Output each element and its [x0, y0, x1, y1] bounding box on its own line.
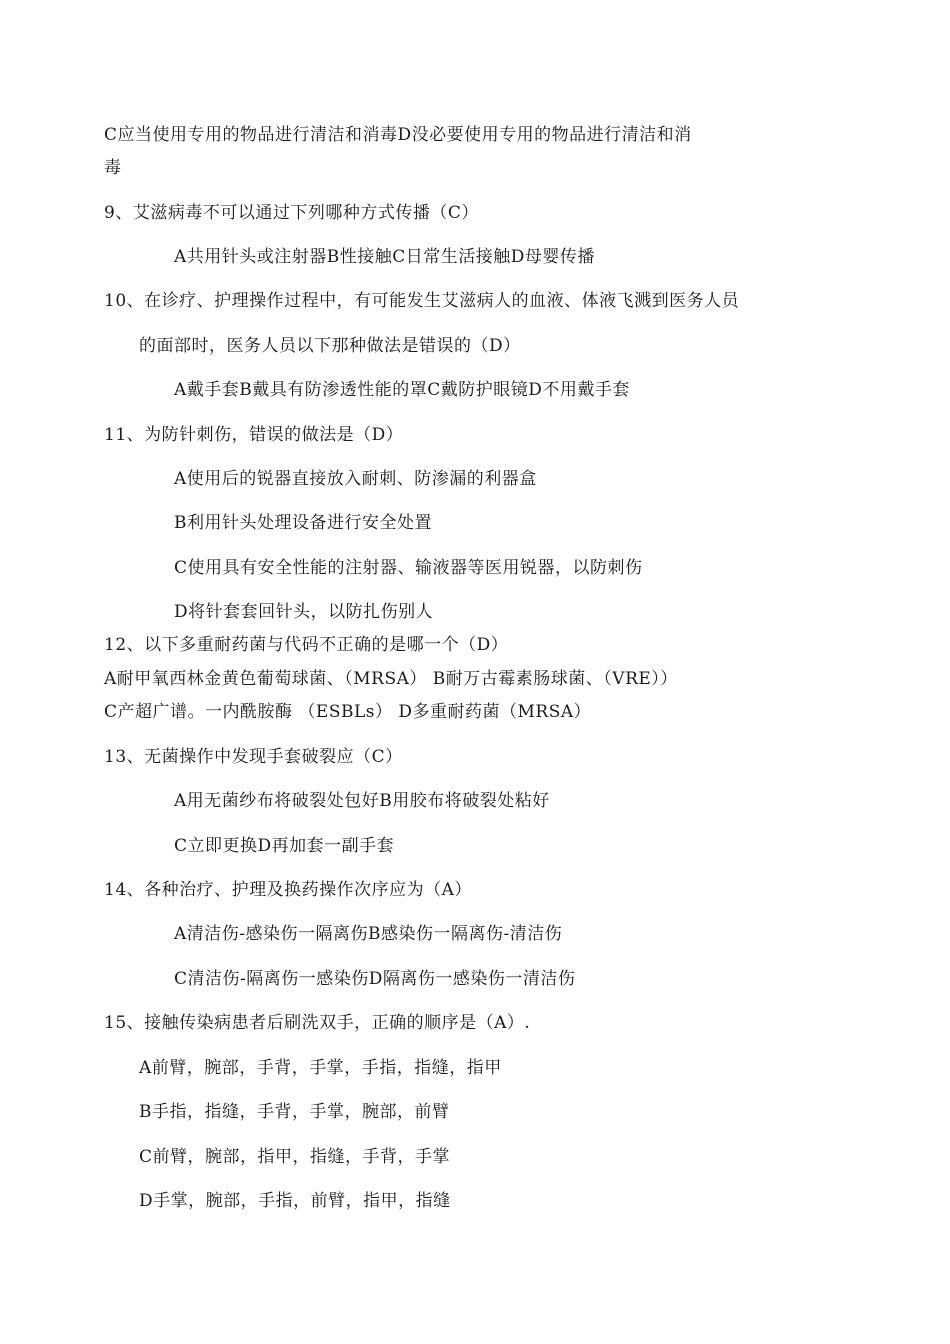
- question-11-option-d: D将针套套回针头，以防扎伤别人: [174, 602, 434, 622]
- question-13-options-cd: C立即更换D再加套一副手套: [174, 836, 395, 856]
- question-11-option-b: B利用针头处理设备进行安全处置: [174, 513, 432, 533]
- question-10: 10、在诊疗、护理操作过程中，有可能发生艾滋病人的血液、体液飞溅到医务人员: [104, 291, 740, 311]
- question-12-options-cd: C产超广谱。一内酰胺酶 （ESBLs） D多重耐药菌（MRSA）: [104, 702, 592, 722]
- question-15: 15、接触传染病患者后刷洗双手，正确的顺序是（A）.: [104, 1013, 531, 1033]
- question-15-option-d: D手掌，腕部，手指，前臂，指甲，指缝: [139, 1191, 451, 1211]
- question-15-option-a: A前臂，腕部，手背，手掌，手指，指缝，指甲: [139, 1058, 502, 1078]
- question-11-option-c: C使用具有安全性能的注射器、输液器等医用锐器，以防刺伤: [174, 558, 643, 578]
- question-9-options: A共用针头或注射器B性接触C日常生活接触D母婴传播: [174, 247, 595, 267]
- text-line: C应当使用专用的物品进行清洁和消毒D没必要使用专用的物品进行清洁和消: [104, 125, 692, 145]
- question-10-options: A戴手套B戴具有防渗透性能的罩C戴防护眼镜D不用戴手套: [174, 380, 630, 400]
- text-line: 毒: [104, 158, 122, 178]
- question-15-option-c: C前臂，腕部，指甲，指缝，手背，手掌: [139, 1147, 451, 1167]
- question-12-options-ab: A耐甲氧西林金黄色葡萄球菌、（MRSA） B耐万古霉素肠球菌、（VRE））: [104, 669, 678, 689]
- question-12: 12、以下多重耐药菌与代码不正确的是哪一个（D）: [104, 635, 509, 655]
- question-11: 11、为防针刺伤，错误的做法是（D）: [104, 425, 404, 445]
- question-14-options-cd: C清洁伤-隔离伤一感染伤D隔离伤一感染伤一清洁伤: [174, 969, 576, 989]
- question-14: 14、各种治疗、护理及换药操作次序应为（A）: [104, 880, 472, 900]
- question-15-option-b: B手指，指缝，手背，手掌，腕部，前臂: [139, 1102, 450, 1122]
- question-11-option-a: A使用后的锐器直接放入耐刺、防渗漏的利器盒: [174, 469, 537, 489]
- question-13-options-ab: A用无菌纱布将破裂处包好B用胶布将破裂处粘好: [174, 791, 550, 811]
- question-13: 13、无菌操作中发现手套破裂应（C）: [104, 747, 403, 767]
- question-10-cont: 的面部时，医务人员以下那种做法是错误的（D）: [139, 336, 521, 356]
- question-14-options-ab: A清洁伤-感染伤一隔离伤B感染伤一隔离伤-清洁伤: [174, 924, 563, 944]
- question-9: 9、艾滋病毒不可以通过下列哪种方式传播（C）: [104, 203, 479, 223]
